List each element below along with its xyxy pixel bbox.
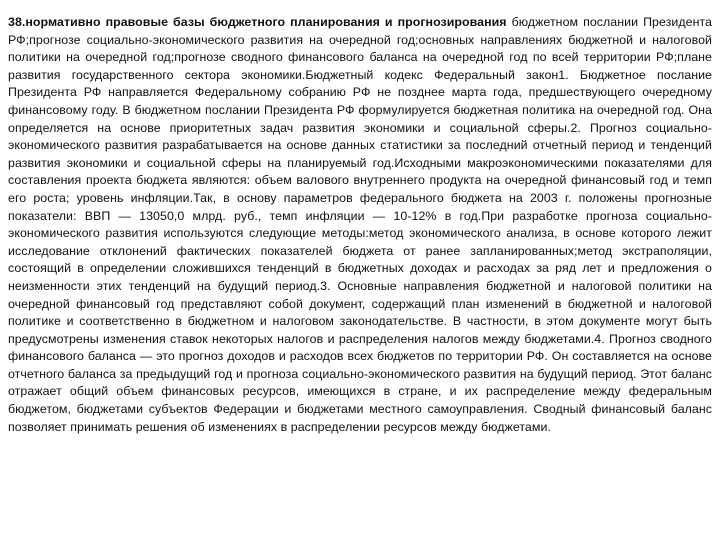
document-paragraph [8, 14, 712, 436]
section-heading: 38.нормативно правовые базы бюджетного планирования и прогнозирования [8, 15, 507, 29]
section-body-text: бюджетном послании Президента РФ;прогнозе социально-экономического развития на очередной год;основных направлениях бюджетной и налоговой политики на очередной год;прогнозе сводного финансового баланса на очередной год по всей территории РФ;плане развития государственного сектора экономики.Бюджетный кодекс Федеральный закон1. Бюджетное послание Президента РФ направляется Федеральному собранию РФ не позднее марта года, предшествующего очередному финансовому году. В бюджетном послании Президента РФ формулируется бюджетная политика на очередной год. Она определяется на основе приоритетных задач развития экономики и социальной сферы.2. Прогноз социально-экономического развития разрабатывается на основе данных статистики за последний отчетный период и тенденций развития экономики и социальной сферы на планируемый год.Исходными макроэкономическими показателями для составления проекта бюджета являются: объем валового внутреннего продукта на очередной финансовый год и темп его роста; уровень инфляции.Так, в основу параметров федерального бюджета на 2003 г. положены прогнозные показатели: ВВП — 13050,0 млрд. руб., темп инфляции — 10-12% в год.При разработке прогноза социально-экономического развития используются следующие методы:метод экономического анализа, в основе которого лежит исследование отклонений фактических показателей бюджета от ранее запланированных;метод экстраполяции, состоящий в определении сложившихся тенденций в бюджетных доходах и расходах за ряд лет и предложения о неизменности этих тенденций на будущий период.3. Основные направления бюджетной и налоговой политики на очередной финансовый год представляют собой документ, содержащий план изменений в бюджетной и налоговой политике и соответственно в бюджетном и налоговом законодательстве. В частности, в этом документе могут быть предусмотрены изменения ставок некоторых налогов и распределения налогов между бюджетами.4. Прогноз сводного финансового баланса — это прогноз доходов и расходов всех бюджетов по территории РФ. Он составляется на основе отчетного баланса за предыдущий год и прогноза социально-экономического развития на будущий период. Этот баланс отражает общий объем финансовых ресурсов, имеющихся в стране, и их распределение между федеральным бюджетом, бюджетами субъектов Федерации и бюджетами местного самоуправления. Сводный финансовый баланс позволяет принимать решения об изменениях в распределении ресурсов между бюджетами. [8, 15, 712, 434]
